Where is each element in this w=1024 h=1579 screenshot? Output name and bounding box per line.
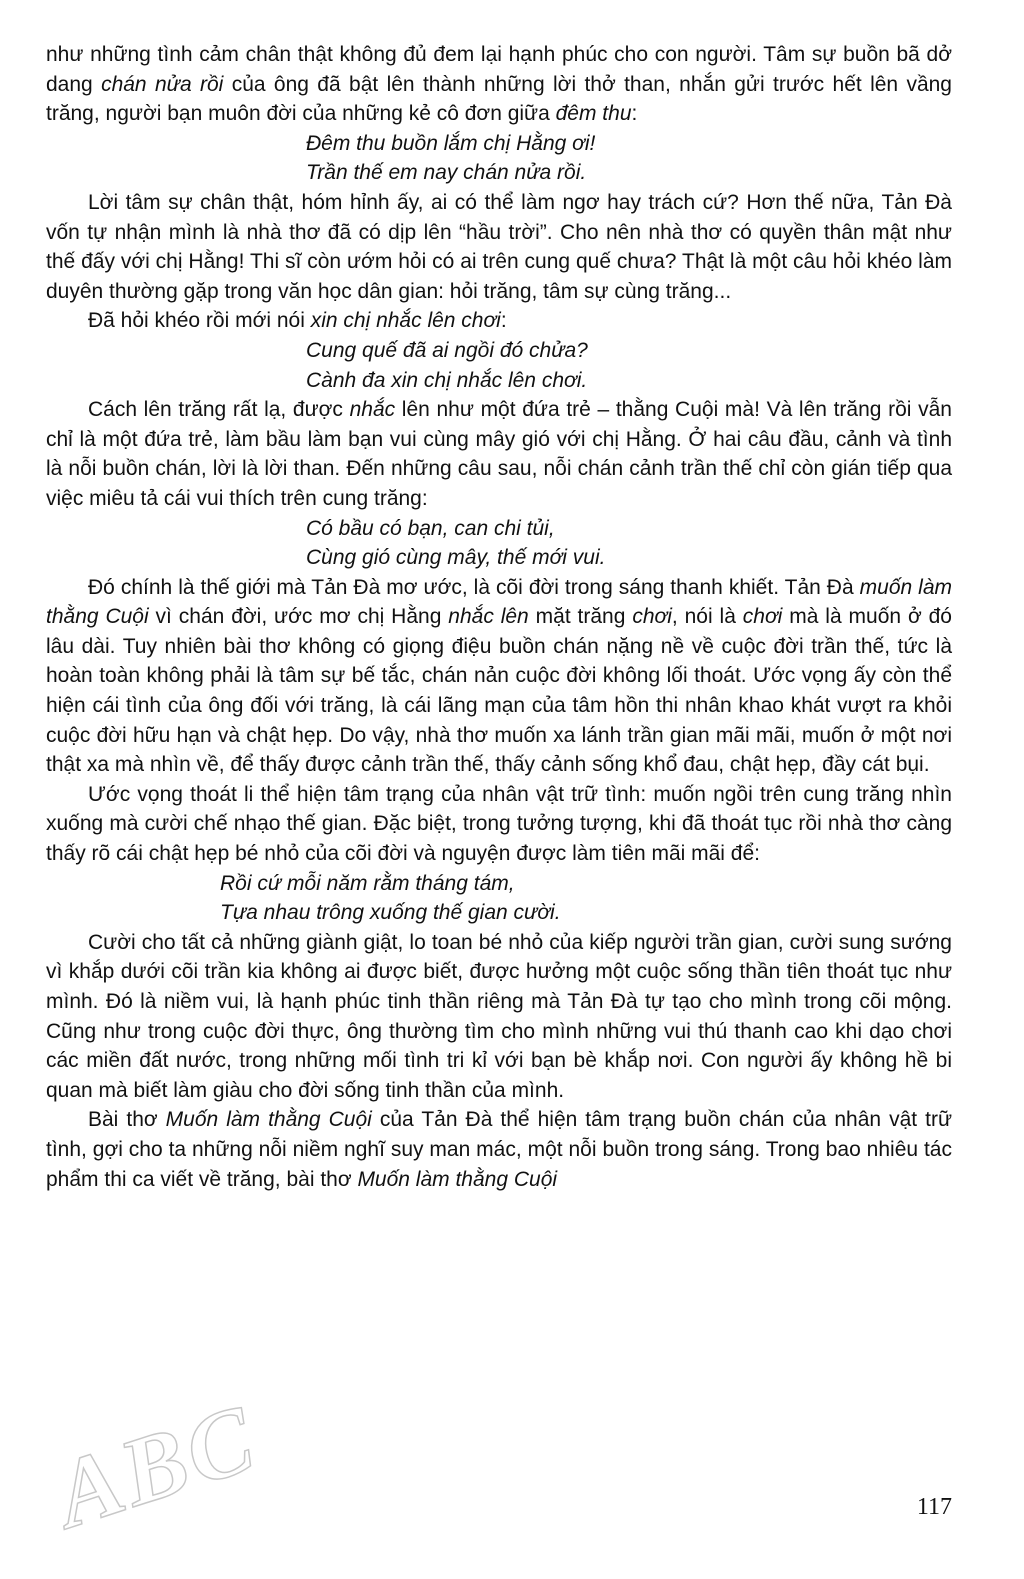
- paragraph-4: Cách lên trăng rất lạ, được nhắc lên như một đứa trẻ – thằng Cuội mà! Và lên trăng rồi vẫn chỉ là một đứa trẻ, làm bầu làm bạn vui cùng mây gió với chị Hằng. Ở hai câu đầu, cảnh và tình là nỗi buồn chán, lời là lời than. Đến những câu sau, nỗi chán cảnh trần thế chỉ còn gián tiếp qua việc miêu tả cái vui thích trên cung trăng:: [46, 398, 952, 510]
- verse-line: Có bầu có bạn, can chi tủi,: [306, 516, 555, 540]
- verse-line: Rồi cứ mỗi năm rằm tháng tám,: [220, 871, 515, 895]
- paragraph-3: Đã hỏi khéo rồi mới nói xin chị nhắc lên chơi:: [88, 309, 507, 333]
- page-body: [46, 40, 952, 1194]
- abc-watermark: ABC: [42, 1383, 270, 1548]
- paragraph-5: Đó chính là thế giới mà Tản Đà mơ ước, là cõi đời trong sáng thanh khiết. Tản Đà muốn làm thằng Cuội vì chán đời, ước mơ chị Hằng nhắc lên mặt trăng chơi, nói là chơi mà là muốn ở đó lâu dài. Tuy nhiên bài thơ không có giọng điệu buồn chán nặng nề về cuộc đời trần thế, tức là hoàn toàn không phải là tâm sự bế tắc, chán nản cuộc đời không lối thoát. Ước vọng ấy còn thể hiện cái tình của ông đối với trăng, là cái lãng mạn của tâm hồn thi nhân khao khát vượt ra khỏi cuộc đời hữu hạn và chật hẹp. Do vậy, nhà thơ muốn xa lánh trần gian mãi mãi, muốn ở một nơi thật xa mà nhìn về, để thấy được cảnh trần thế, thấy cảnh sống khổ đau, chật hẹp, đầy cát bụi.: [46, 575, 952, 777]
- verse-line: Cành đa xin chị nhắc lên chơi.: [306, 368, 588, 392]
- paragraph-6: Ước vọng thoát li thể hiện tâm trạng của nhân vật trữ tình: muốn ngồi trên cung trăng nhìn xuống mà cười chế nhạo thế gian. Đặc biệt, trong tưởng tượng, khi đã thoát tục rồi nhà thơ càng thấy rõ cái chật hẹp bé nhỏ của cõi đời và nguyện được làm tiên mãi mãi để:: [46, 782, 952, 866]
- verse-line: Cùng gió cùng mây, thế mới vui.: [306, 546, 606, 570]
- page-number: 117: [916, 1494, 952, 1520]
- paragraph-2: Lời tâm sự chân thật, hóm hỉnh ấy, ai có thể làm ngơ hay trách cứ? Hơn thế nữa, Tản Đà vốn tự nhận mình là nhà thơ đã có dịp lên “hầu trời”. Cho nên nhà thơ có quyền thân mật như thế đấy với chị Hằng! Thi sĩ còn ướm hỏi có ai trên cung quế chưa? Thật là một câu hỏi khéo làm duyên thường gặp trong văn học dân gian: hỏi trăng, tâm sự cùng trăng...: [46, 190, 952, 303]
- paragraph-1: như những tình cảm chân thật không đủ đem lại hạnh phúc cho con người. Tâm sự buồn bã dở dang chán nửa rồi của ông đã bật lên thành những lời thở than, nhắn gửi trước hết lên vầng trăng, người bạn muôn đời của những kẻ cô đơn giữa đêm thu:: [46, 43, 952, 126]
- paragraph-7: Cười cho tất cả những giành giật, lo toan bé nhỏ của kiếp người trần gian, cười sung sướng vì khắp dưới cõi trần kia không ai được biết, được hưởng một cuộc sống thần tiên thoát tục như mình. Đó là niềm vui, là hạnh phúc tinh thần riêng mà Tản Đà tự tạo cho mình trong cõi mộng. Cũng như trong cuộc đời thực, ông thường tìm cho mình những vui thú thanh cao khi dạo chơi các miền đất nước, trong những mối tình tri kỉ với bạn bè khắp nơi. Con người ấy không hề bi quan mà biết làm giàu cho đời sống tinh thần của mình.: [46, 930, 952, 1102]
- verse-line: Trần thế em nay chán nửa rồi.: [306, 161, 587, 185]
- verse-line: Cung quế đã ai ngồi đó chửa?: [306, 338, 588, 362]
- verse-line: Đêm thu buồn lắm chị Hằng ơi!: [306, 131, 596, 155]
- verse-line: Tựa nhau trông xuống thế gian cười.: [220, 901, 561, 925]
- paragraph-8: Bài thơ Muốn làm thằng Cuội của Tản Đà thể hiện tâm trạng buồn chán của nhân vật trữ tình, gợi cho ta những nỗi niềm nghĩ suy man mác, một nỗi buồn trong sáng. Trong bao nhiêu tác phẩm thi ca viết về trăng, bài thơ Muốn làm thằng Cuội: [46, 1108, 952, 1191]
